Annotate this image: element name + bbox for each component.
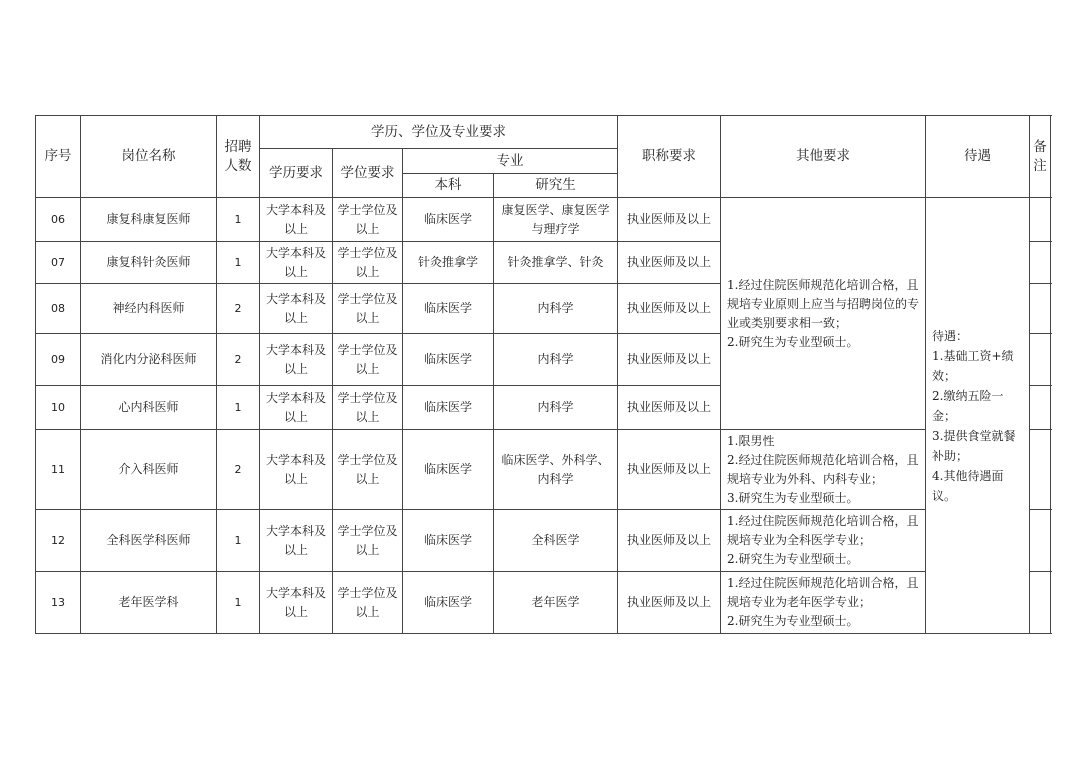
cell-edu: 大学本科及以上 xyxy=(260,198,333,242)
cell-postgrad: 全科医学 xyxy=(494,510,618,572)
cell-seq: 08 xyxy=(36,284,81,334)
cell-remarks xyxy=(1030,430,1051,510)
cell-position: 神经内科医师 xyxy=(81,284,217,334)
cell-seq: 13 xyxy=(36,572,81,634)
header-edu-req: 学历要求 xyxy=(260,149,333,198)
cell-degree: 学士学位及以上 xyxy=(333,284,403,334)
cell-title: 执业医师及以上 xyxy=(618,386,721,430)
cell-position: 介入科医师 xyxy=(81,430,217,510)
cell-edu: 大学本科及以上 xyxy=(260,430,333,510)
cell-edu: 大学本科及以上 xyxy=(260,510,333,572)
cell-title: 执业医师及以上 xyxy=(618,572,721,634)
table-row xyxy=(36,430,1051,510)
cell-seq: 09 xyxy=(36,334,81,386)
cell-degree: 学士学位及以上 xyxy=(333,430,403,510)
cell-remarks xyxy=(1030,242,1051,284)
cell-postgrad: 老年医学 xyxy=(494,572,618,634)
recruitment-table xyxy=(35,115,1051,634)
other-req-line: 1.经过住院医师规范化培训合格，且规培专业为老年医学专业； xyxy=(727,576,919,609)
cell-edu: 大学本科及以上 xyxy=(260,284,333,334)
other-req-group-4 xyxy=(721,572,926,634)
cell-postgrad: 内科学 xyxy=(494,386,618,430)
benefits-line: 1.基础工资+绩效； xyxy=(932,348,1014,383)
benefits-line: 2.缴纳五险一金； xyxy=(932,388,1004,423)
cell-title: 执业医师及以上 xyxy=(618,198,721,242)
benefits-line: 待遇： xyxy=(932,328,969,343)
cell-postgrad: 康复医学、康复医学与理疗学 xyxy=(494,198,618,242)
header-count: 招聘人数 xyxy=(217,116,260,198)
cell-title: 执业医师及以上 xyxy=(618,510,721,572)
cell-undergrad: 针灸推拿学 xyxy=(403,242,494,284)
cell-undergrad: 临床医学 xyxy=(403,430,494,510)
cell-undergrad: 临床医学 xyxy=(403,334,494,386)
cell-undergrad: 临床医学 xyxy=(403,510,494,572)
cell-position: 老年医学科 xyxy=(81,572,217,634)
cell-seq: 10 xyxy=(36,386,81,430)
header-seq: 序号 xyxy=(36,116,81,198)
other-req-line: 2.研究生为专业型硕士。 xyxy=(727,334,859,349)
cell-seq: 12 xyxy=(36,510,81,572)
other-req-group-2 xyxy=(721,430,926,510)
cell-remarks xyxy=(1030,510,1051,572)
cell-title: 执业医师及以上 xyxy=(618,242,721,284)
header-postgrad: 研究生 xyxy=(494,174,618,198)
table-row xyxy=(36,198,1051,242)
cell-count: 1 xyxy=(217,198,260,242)
cell-undergrad: 临床医学 xyxy=(403,386,494,430)
cell-undergrad: 临床医学 xyxy=(403,198,494,242)
cell-count: 2 xyxy=(217,284,260,334)
benefits-line: 4.其他待遇面议。 xyxy=(932,468,1004,503)
cell-edu: 大学本科及以上 xyxy=(260,334,333,386)
cell-seq: 07 xyxy=(36,242,81,284)
header-row-1 xyxy=(36,116,1051,149)
cell-count: 2 xyxy=(217,430,260,510)
other-req-line: 1.经过住院医师规范化培训合格，且规培专业为全科医学专业； xyxy=(727,514,919,547)
cell-degree: 学士学位及以上 xyxy=(333,198,403,242)
cell-undergrad: 临床医学 xyxy=(403,284,494,334)
other-req-line: 2.研究生为专业型硕士。 xyxy=(727,614,859,628)
cell-seq: 11 xyxy=(36,430,81,510)
header-education-group: 学历、学位及专业要求 xyxy=(260,116,618,149)
header-title-req: 职称要求 xyxy=(618,116,721,198)
header-degree-req: 学位要求 xyxy=(333,149,403,198)
cell-degree: 学士学位及以上 xyxy=(333,386,403,430)
cell-postgrad: 针灸推拿学、针灸 xyxy=(494,242,618,284)
header-major: 专业 xyxy=(403,149,618,174)
cell-count: 2 xyxy=(217,334,260,386)
cell-position: 消化内分泌科医师 xyxy=(81,334,217,386)
header-undergrad: 本科 xyxy=(403,174,494,198)
cell-edu: 大学本科及以上 xyxy=(260,386,333,430)
other-req-line: 1.经过住院医师规范化培训合格，且规培专业原则上应当与招聘岗位的专业或类别要求相一致； xyxy=(727,277,920,330)
other-req-line: 3.研究生为专业型硕士。 xyxy=(727,490,859,505)
cell-remarks xyxy=(1030,284,1051,334)
benefits-cell xyxy=(926,198,1030,634)
cell-remarks xyxy=(1030,386,1051,430)
cell-position: 康复科针灸医师 xyxy=(81,242,217,284)
benefits-line: 3.提供食堂就餐补助； xyxy=(932,428,1016,463)
cell-postgrad: 内科学 xyxy=(494,284,618,334)
cell-position: 康复科康复医师 xyxy=(81,198,217,242)
cell-count: 1 xyxy=(217,572,260,634)
cell-degree: 学士学位及以上 xyxy=(333,334,403,386)
other-req-group-1 xyxy=(721,198,926,430)
header-other-req: 其他要求 xyxy=(721,116,926,198)
cell-position: 全科医学科医师 xyxy=(81,510,217,572)
cell-edu: 大学本科及以上 xyxy=(260,572,333,634)
cell-undergrad: 临床医学 xyxy=(403,572,494,634)
cell-title: 执业医师及以上 xyxy=(618,334,721,386)
cell-degree: 学士学位及以上 xyxy=(333,572,403,634)
cell-postgrad: 临床医学、外科学、内科学 xyxy=(494,430,618,510)
cell-count: 1 xyxy=(217,510,260,572)
cell-title: 执业医师及以上 xyxy=(618,284,721,334)
cell-remarks xyxy=(1030,334,1051,386)
table-row xyxy=(36,572,1051,634)
cell-seq: 06 xyxy=(36,198,81,242)
header-remarks: 备注 xyxy=(1030,116,1051,198)
cell-count: 1 xyxy=(217,386,260,430)
cell-degree: 学士学位及以上 xyxy=(333,510,403,572)
cell-remarks xyxy=(1030,198,1051,242)
header-position: 岗位名称 xyxy=(81,116,217,198)
header-benefits: 待遇 xyxy=(926,116,1030,198)
cell-postgrad: 内科学 xyxy=(494,334,618,386)
other-req-line: 1.限男性 xyxy=(727,433,775,448)
other-req-group-3 xyxy=(721,510,926,572)
other-req-line: 2.研究生为专业型硕士。 xyxy=(727,552,859,566)
cell-edu: 大学本科及以上 xyxy=(260,242,333,284)
cell-degree: 学士学位及以上 xyxy=(333,242,403,284)
other-req-line: 2.经过住院医师规范化培训合格，且规培专业为外科、内科专业； xyxy=(727,452,919,486)
cell-title: 执业医师及以上 xyxy=(618,430,721,510)
cell-position: 心内科医师 xyxy=(81,386,217,430)
cell-count: 1 xyxy=(217,242,260,284)
table-row xyxy=(36,510,1051,572)
cell-remarks xyxy=(1030,572,1051,634)
